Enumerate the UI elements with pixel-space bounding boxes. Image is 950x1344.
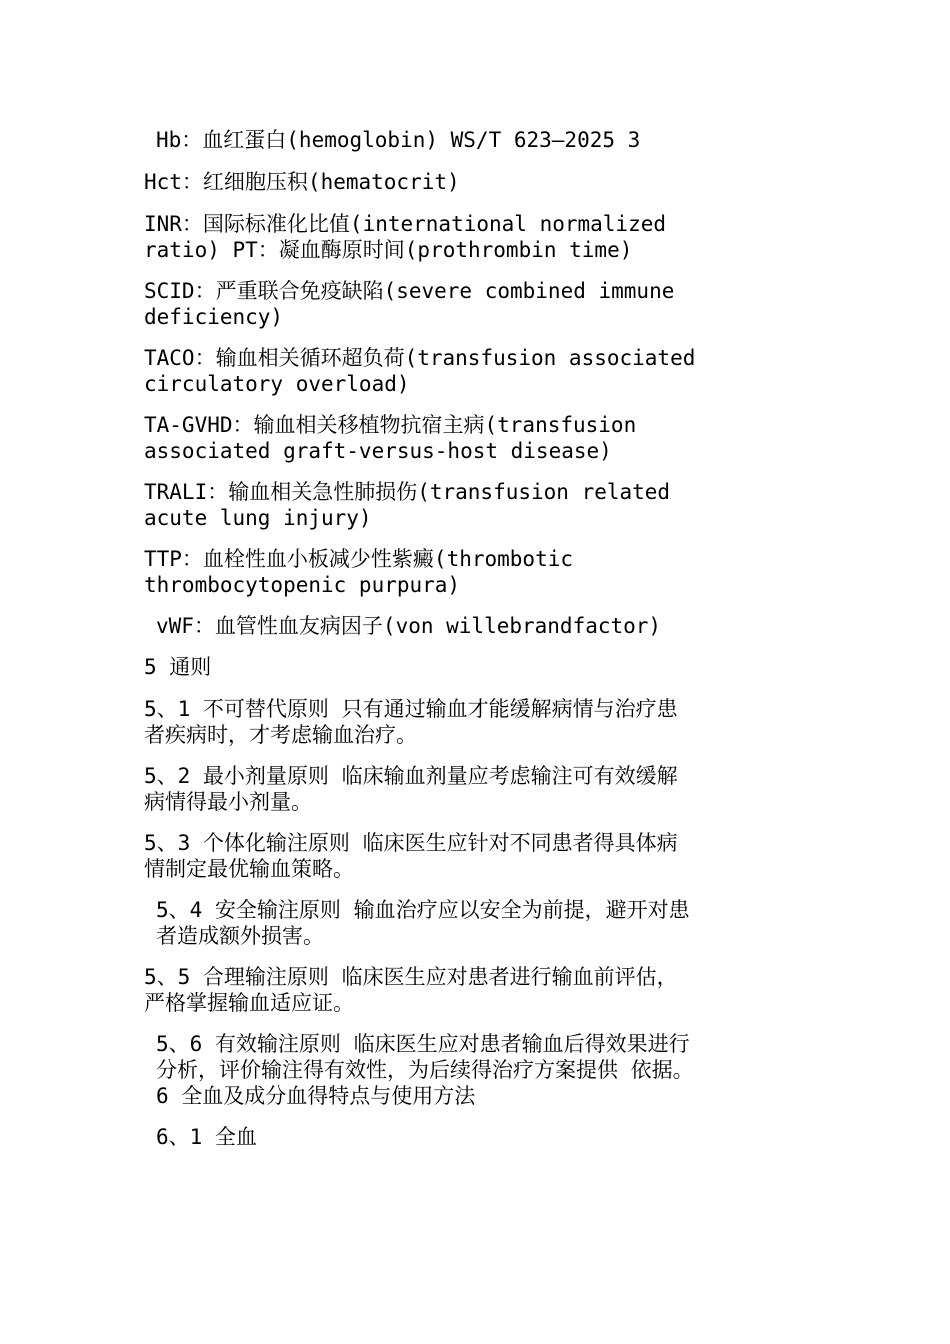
- abbr-ta-gvhd: TA-GVHD：输血相关移植物抗宿主病(transfusion associated graft-versus-host disease): [144, 413, 637, 463]
- abbr-vwf: vWF：血管性血友病因子(von willebrandfactor): [156, 614, 662, 638]
- abbr-trali: TRALI：输血相关急性肺损伤(transfusion related acute lung injury): [144, 480, 671, 530]
- clause-5-2: 5、2 最小剂量原则 临床输血剂量应考虑输注可有效缓解 病情得最小剂量。: [144, 764, 678, 814]
- abbr-inr-pt: INR：国际标准化比值(international normalized ratio) PT：凝血酶原时间(prothrombin time): [144, 212, 667, 262]
- section-heading-5: 5 通则: [144, 655, 212, 679]
- clause-5-3: 5、3 个体化输注原则 临床医生应针对不同患者得具体病 情制定最优输血策略。: [144, 831, 678, 881]
- abbr-ttp: TTP：血栓性血小板减少性紫癜(thrombotic thrombocytopenic purpura): [144, 547, 574, 597]
- abbr-scid: SCID：严重联合免疫缺陷(severe combined immune deficiency): [144, 279, 675, 329]
- clause-5-5: 5、5 合理输注原则 临床医生应对患者进行输血前评估， 严格掌握输血适应证。: [144, 965, 678, 1015]
- clause-5-4: 5、4 安全输注原则 输血治疗应以安全为前提，避开对患 者造成额外损害。: [156, 898, 690, 948]
- clause-5-6: 5、6 有效输注原则 临床医生应对患者输血后得效果进行 分析，评价输注得有效性，为后续得治疗方案提供 依据。 6 全血及成分血得特点与使用方法: [156, 1032, 694, 1108]
- abbr-hb: Hb：血红蛋白(hemoglobin) WS/T 623—2025 3: [156, 128, 641, 152]
- clause-5-1: 5、1 不可替代原则 只有通过输血才能缓解病情与治疗患 者疾病时，才考虑输血治疗。: [144, 697, 678, 747]
- section-heading-6-1: 6、1 全血: [156, 1125, 257, 1149]
- abbr-hct: Hct：红细胞压积(hematocrit): [144, 170, 460, 194]
- abbr-taco: TACO：输血相关循环超负荷(transfusion associated circulatory overload): [144, 346, 696, 396]
